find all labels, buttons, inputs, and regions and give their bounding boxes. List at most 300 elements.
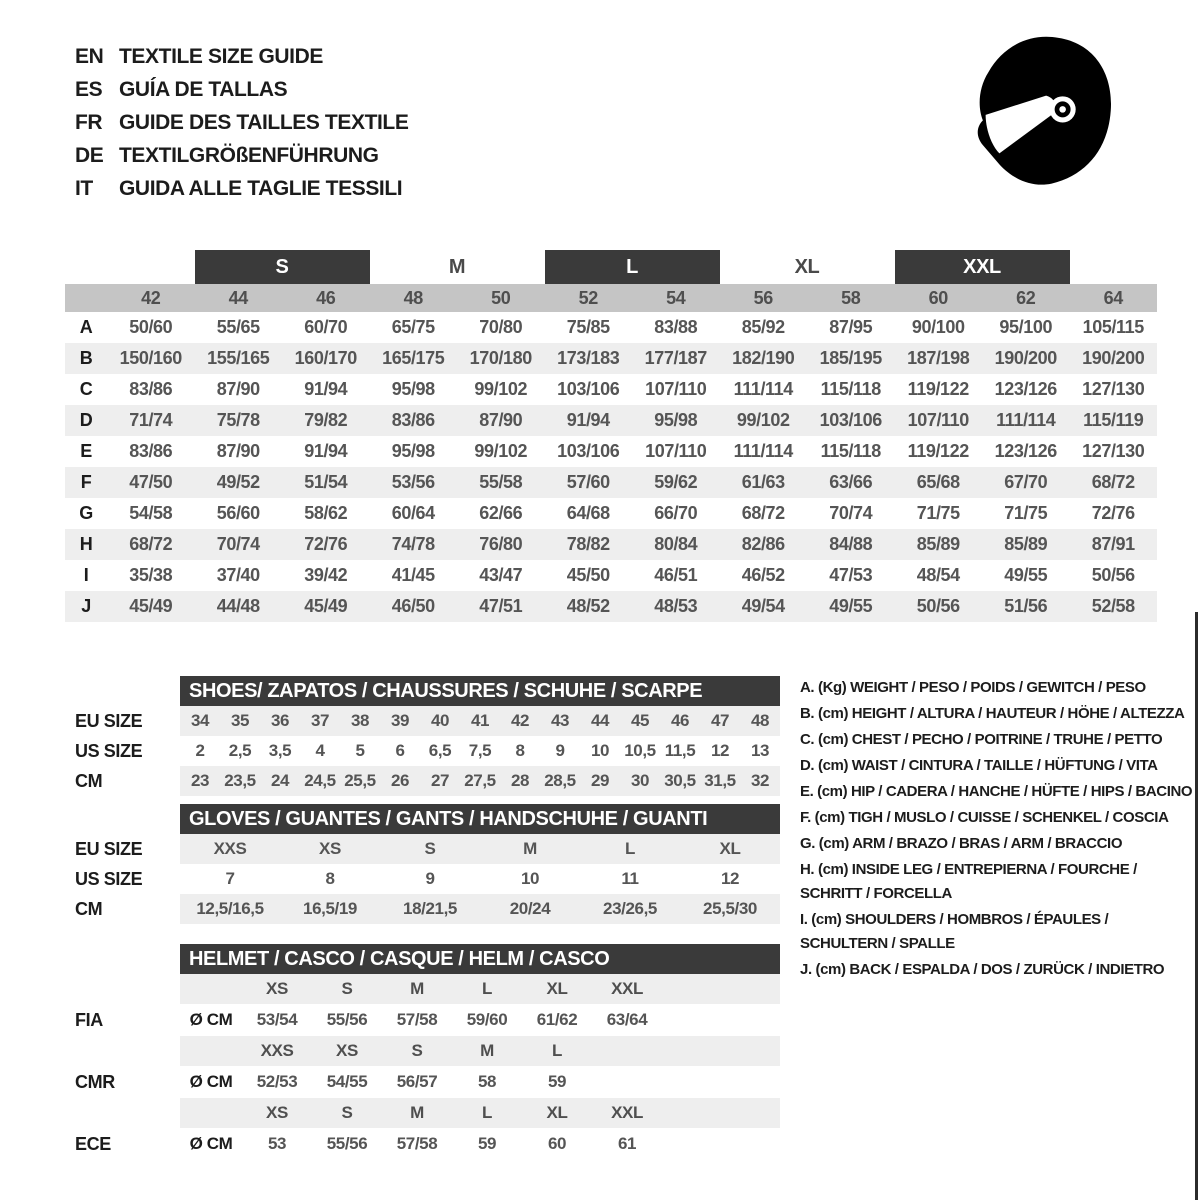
table-cell: 160/170: [294, 348, 357, 368]
gloves-cell: 11: [621, 869, 639, 888]
table-cell: 150/160: [119, 348, 182, 368]
helmet-value-cell: 57/58: [396, 1134, 438, 1153]
table-cell: 72/76: [304, 534, 348, 554]
legend-item: I. (cm) SHOULDERS / HOMBROS / ÉPAULES / SCHULTERN / SPALLE: [800, 911, 1109, 952]
gloves-cell: 23/26,5: [603, 899, 657, 918]
table-cell: 95/98: [391, 379, 435, 399]
helmet-value-cells: [180, 1128, 780, 1160]
helmet-icon: [965, 26, 1130, 201]
shoes-cell: 41: [470, 711, 490, 730]
table-cell: 44/48: [216, 596, 260, 616]
helmet-size-label: XS: [266, 979, 288, 998]
table-cell: 107/110: [907, 410, 969, 430]
table-cell: 87/90: [216, 441, 260, 461]
table-cell: 71/75: [1004, 503, 1048, 523]
shoes-row: [65, 766, 780, 796]
gloves-row-label: US SIZE: [75, 868, 143, 889]
shoes-cell: 5: [355, 741, 365, 760]
lower-tables: [65, 676, 780, 1160]
gloves-row: [65, 894, 780, 924]
shoes-cell: 32: [750, 771, 770, 790]
table-cell: 95/98: [391, 441, 435, 461]
helmet-size-cells: [180, 1098, 780, 1128]
helmet-value-cell: 55/56: [326, 1134, 368, 1153]
table-cell: 43/47: [479, 565, 523, 585]
table-row-f: [65, 467, 1157, 498]
helmet-size-row: [65, 974, 780, 1004]
table-cell: 190/200: [994, 348, 1057, 368]
table-cell: 123/126: [994, 441, 1057, 461]
helmet-filler: [662, 1036, 780, 1066]
legend-item: B. (cm) HEIGHT / ALTURA / HAUTEUR / HÖHE / ALTEZZA: [800, 705, 1185, 722]
table-cell: 68/72: [129, 534, 173, 554]
helmet-size-label: XL: [546, 1103, 568, 1122]
helmet-size-row-spacer: [65, 1036, 180, 1066]
helmet-unit-label: Ø CM: [189, 1010, 233, 1029]
helmet-size-label: XXL: [611, 979, 643, 998]
shoes-cell: 27: [430, 771, 450, 790]
gloves-cell: 18/21,5: [403, 899, 457, 918]
table-cell: 46/51: [654, 565, 698, 585]
table-cell: 107/110: [645, 379, 707, 399]
table-cell: 83/86: [129, 379, 173, 399]
helmet-size-row: [65, 1098, 780, 1128]
shoes-cell: 27,5: [464, 771, 496, 790]
shoes-cell: 43: [550, 711, 570, 730]
row-label: C: [79, 379, 93, 399]
shoes-cell: 24: [270, 771, 290, 790]
numeric-size: 58: [841, 287, 861, 308]
numeric-size: 62: [1016, 287, 1036, 308]
table-cell: 78/82: [566, 534, 610, 554]
helmet-size-label: M: [480, 1041, 494, 1060]
shoes-cell: 28,5: [544, 771, 576, 790]
gloves-cell: L: [625, 839, 635, 858]
table-cell: 99/102: [474, 379, 528, 399]
language-title: TEXTILGRÖßENFÜHRUNG: [119, 143, 379, 167]
gloves-cells: [180, 864, 780, 894]
numeric-size: 64: [1103, 287, 1123, 308]
helmet-value-cell: 59/60: [466, 1010, 508, 1029]
shoes-cells: [180, 736, 780, 766]
shoes-cell: 11,5: [664, 741, 696, 760]
table-cell: 39/42: [304, 565, 348, 585]
helmet-size-row: [65, 1036, 780, 1066]
numeric-size: 50: [491, 287, 511, 308]
shoes-cell: 35: [230, 711, 250, 730]
helmet-size-row-spacer: [65, 974, 180, 1004]
table-cell: 91/94: [304, 441, 348, 461]
shoes-cell: 9: [555, 741, 565, 760]
table-cell: 49/55: [1004, 565, 1048, 585]
table-cell: 165/175: [382, 348, 445, 368]
table-cell: 111/114: [733, 441, 793, 461]
numeric-size: 54: [666, 287, 686, 308]
helmet-value-cell: 53: [267, 1134, 287, 1153]
table-cell: 85/89: [916, 534, 960, 554]
table-cell: 177/187: [644, 348, 707, 368]
gloves-cell: XL: [719, 839, 741, 858]
table-cell: 90/100: [911, 317, 965, 337]
table-cell: 185/195: [819, 348, 882, 368]
helmet-size-label: XXL: [611, 1103, 643, 1122]
numeric-size: 52: [578, 287, 598, 308]
table-cell: 65/68: [916, 472, 960, 492]
shoes-cell: 13: [750, 741, 770, 760]
shoes-cell: 4: [315, 741, 325, 760]
numeric-size-header: [65, 284, 1157, 312]
table-cell: 45/50: [566, 565, 610, 585]
row-label: H: [79, 534, 93, 554]
table-row-j: [65, 591, 1157, 622]
helmet-value-cell: 61/62: [536, 1010, 578, 1029]
table-cell: 56/60: [216, 503, 260, 523]
helmet-unit-label: Ø CM: [189, 1134, 233, 1153]
shoes-cell: 10: [590, 741, 610, 760]
helmet-size-label: S: [411, 1041, 423, 1060]
table-cell: 87/95: [829, 317, 873, 337]
table-row-g: [65, 498, 1157, 529]
table-cell: 75/78: [216, 410, 260, 430]
table-cell: 80/84: [654, 534, 698, 554]
gloves-cell: 9: [425, 869, 435, 888]
language-code: EN: [75, 44, 104, 68]
row-label: D: [79, 410, 93, 430]
table-cell: 103/106: [557, 441, 620, 461]
gloves-row: [65, 864, 780, 894]
shoes-cells: [180, 706, 780, 736]
helmet-value-cell: 61: [617, 1134, 637, 1153]
shoes-table: [65, 706, 780, 796]
table-cell: 99/102: [736, 410, 790, 430]
table-cell: 87/90: [216, 379, 260, 399]
table-cell: 173/183: [557, 348, 620, 368]
helmet-filler: [662, 974, 780, 1004]
helmet-size-cells: [180, 1036, 780, 1066]
table-cell: 52/58: [1091, 596, 1135, 616]
table-cell: 37/40: [216, 565, 260, 585]
helmet-value-cell: 54/55: [326, 1072, 368, 1091]
table-cell: 91/94: [566, 410, 610, 430]
shoes-row: [65, 736, 780, 766]
table-cell: 83/86: [129, 441, 173, 461]
table-cell: 61/63: [741, 472, 785, 492]
helmet-table-title: HELMET / CASCO / CASQUE / HELM / CASCO: [180, 944, 780, 974]
table-cell: 95/100: [999, 317, 1053, 337]
helmet-value-cells: [180, 1004, 780, 1036]
table-row-d: [65, 405, 1157, 436]
gloves-cell: XS: [319, 839, 341, 858]
language-row: [75, 73, 408, 106]
shoes-row: [65, 706, 780, 736]
table-cell: 47/51: [479, 596, 523, 616]
table-cell: 187/198: [907, 348, 970, 368]
table-row-c: [65, 374, 1157, 405]
helmet-filler: [662, 1098, 780, 1128]
table-cell: 105/115: [1082, 317, 1144, 337]
table-cell: 71/74: [129, 410, 173, 430]
shoes-cell: 24,5: [304, 771, 336, 790]
size-group-xxl: XXL: [895, 250, 1070, 284]
table-cell: 57/60: [566, 472, 610, 492]
shoes-cell: 8: [515, 741, 525, 760]
shoes-cell: 28: [510, 771, 530, 790]
gloves-table-title: GLOVES / GUANTES / GANTS / HANDSCHUHE / GUANTI: [180, 804, 780, 834]
helmet-size-label: [592, 1036, 662, 1066]
table-cell: 75/85: [566, 317, 610, 337]
language-code: IT: [75, 176, 93, 200]
shoes-cell: 31,5: [704, 771, 736, 790]
table-cell: 68/72: [741, 503, 785, 523]
row-label: G: [79, 503, 93, 523]
table-cell: 70/74: [216, 534, 260, 554]
helmet-size-label: L: [482, 1103, 492, 1122]
helmet-unit-spacer: [180, 974, 242, 1004]
language-row: [75, 40, 408, 73]
helmet-value-row-ece: [65, 1128, 780, 1160]
table-row-a: [65, 312, 1157, 343]
table-cell: 46/50: [391, 596, 435, 616]
shoes-cell: 7,5: [468, 741, 492, 760]
table-cell: 55/58: [479, 472, 523, 492]
table-cell: 41/45: [391, 565, 435, 585]
helmet-size-label: S: [341, 979, 353, 998]
table-cell: 87/90: [479, 410, 523, 430]
table-cell: 111/114: [996, 410, 1056, 430]
table-cell: 182/190: [732, 348, 795, 368]
shoes-cell: 10,5: [624, 741, 656, 760]
table-cell: 115/118: [820, 379, 881, 399]
table-cell: 66/70: [654, 503, 698, 523]
table-cell: 47/50: [129, 472, 173, 492]
numeric-size: 56: [753, 287, 773, 308]
row-label: E: [80, 441, 92, 461]
language-row: [75, 172, 408, 205]
shoes-cell: 38: [350, 711, 370, 730]
language-title: TEXTILE SIZE GUIDE: [119, 44, 323, 68]
legend-item: H. (cm) INSIDE LEG / ENTREPIERNA / FOURCHE / SCHRITT / FORCELLA: [800, 861, 1137, 902]
helmet-table: [65, 974, 780, 1160]
table-cell: 87/91: [1091, 534, 1135, 554]
table-row-e: [65, 436, 1157, 467]
table-cell: 60/64: [391, 503, 435, 523]
table-cell: 127/130: [1082, 379, 1145, 399]
table-cell: 54/58: [129, 503, 173, 523]
table-cell: 64/68: [566, 503, 610, 523]
page-edge-line: [1195, 612, 1198, 1200]
table-cell: 48/52: [566, 596, 610, 616]
language-code: DE: [75, 143, 104, 167]
size-group-l: L: [545, 250, 720, 284]
shoes-cell: 40: [430, 711, 450, 730]
table-cell: 35/38: [129, 565, 173, 585]
shoes-cell: 48: [750, 711, 770, 730]
shoes-cell: 45: [630, 711, 650, 730]
helmet-value-cell: 55/56: [326, 1010, 368, 1029]
numeric-header-spacer: [65, 284, 107, 312]
table-cell: 71/75: [916, 503, 960, 523]
gloves-table: [65, 834, 780, 924]
table-cell: 55/65: [216, 317, 260, 337]
size-group-header: [65, 250, 1157, 284]
legend-item: C. (cm) CHEST / PECHO / POITRINE / TRUHE / PETTO: [800, 731, 1163, 748]
shoes-cell: 39: [390, 711, 410, 730]
table-cell: 190/200: [1082, 348, 1145, 368]
table-cell: 63/66: [829, 472, 873, 492]
shoes-table-title: SHOES/ ZAPATOS / CHAUSSURES / SCHUHE / SCARPE: [180, 676, 780, 706]
legend-item: G. (cm) ARM / BRAZO / BRAS / ARM / BRACCIO: [800, 835, 1123, 852]
size-group-xl: XL: [794, 255, 820, 278]
table-cell: 58/62: [304, 503, 348, 523]
shoes-cell: 3,5: [268, 741, 292, 760]
shoes-cell: 44: [590, 711, 610, 730]
shoes-cell: 6: [395, 741, 405, 760]
helmet-value-cell: 57/58: [396, 1010, 438, 1029]
table-cell: 84/88: [829, 534, 873, 554]
helmet-value-row-fia: [65, 1004, 780, 1036]
gloves-row-label: CM: [75, 898, 103, 919]
size-group-m: M: [448, 255, 466, 278]
gloves-cell: 10: [520, 869, 540, 888]
language-row: [75, 139, 408, 172]
table-cell: 83/88: [654, 317, 698, 337]
table-cell: 115/118: [820, 441, 881, 461]
helmet-value-cell: 59: [477, 1134, 497, 1153]
main-size-table: [65, 250, 1157, 622]
table-cell: 48/53: [654, 596, 698, 616]
shoes-cell: 2,5: [228, 741, 252, 760]
table-cell: 115/119: [1083, 410, 1144, 430]
table-cell: 51/54: [304, 472, 348, 492]
shoes-cell: 23: [190, 771, 210, 790]
helmet-filler: [662, 1128, 780, 1160]
table-cell: 83/86: [391, 410, 435, 430]
helmet-unit-spacer: [180, 1098, 242, 1128]
gloves-cell: 7: [225, 869, 235, 888]
row-label: J: [81, 596, 91, 616]
helmet-standard-label: ECE: [75, 1133, 111, 1154]
table-cell: 53/56: [391, 472, 435, 492]
helmet-filler: [662, 1066, 780, 1098]
table-cell: 74/78: [391, 534, 435, 554]
table-cell: 70/74: [829, 503, 873, 523]
table-cell: 48/54: [916, 565, 960, 585]
helmet-size-label: XS: [266, 1103, 288, 1122]
shoes-cell: 47: [710, 711, 730, 730]
helmet-value-cell: 53/54: [256, 1010, 298, 1029]
helmet-size-label: XS: [336, 1041, 358, 1060]
row-label: I: [83, 565, 89, 585]
helmet-size-label: S: [341, 1103, 353, 1122]
legend-item: D. (cm) WAIST / CINTURA / TAILLE / HÜFTUNG / VITA: [800, 757, 1158, 774]
helmet-unit-spacer: [180, 1036, 242, 1066]
helmet-value-cell: 56/57: [396, 1072, 438, 1091]
language-list: [75, 40, 408, 205]
row-label: F: [80, 472, 92, 492]
table-cell: 103/106: [819, 410, 882, 430]
shoes-cell: 12: [710, 741, 730, 760]
table-cell: 79/82: [304, 410, 348, 430]
table-cell: 45/49: [304, 596, 348, 616]
helmet-unit-label: Ø CM: [189, 1072, 233, 1091]
legend-item: F. (cm) TIGH / MUSLO / CUISSE / SCHENKEL / COSCIA: [800, 809, 1169, 826]
numeric-size: 44: [228, 287, 248, 308]
size-table-body: [65, 312, 1157, 622]
helmet-value-row-cmr: [65, 1066, 780, 1098]
shoes-cell: 46: [670, 711, 690, 730]
legend-item: E. (cm) HIP / CADERA / HANCHE / HÜFTE / HIPS / BACINO: [800, 783, 1193, 800]
table-cell: 91/94: [304, 379, 348, 399]
table-cell: 46/52: [741, 565, 785, 585]
helmet-size-cells: [180, 974, 780, 1004]
helmet-value-cell: [592, 1066, 662, 1098]
table-cell: 50/56: [916, 596, 960, 616]
gloves-cell: 16,5/19: [303, 899, 357, 918]
helmet-size-label: L: [552, 1041, 562, 1060]
shoes-cell: 34: [190, 711, 210, 730]
table-cell: 45/49: [129, 596, 173, 616]
table-cell: 111/114: [733, 379, 793, 399]
table-cell: 59/62: [654, 472, 698, 492]
numeric-size: 48: [403, 287, 423, 308]
table-cell: 155/165: [207, 348, 270, 368]
table-cell: 60/70: [304, 317, 348, 337]
helmet-value-cell: 52/53: [256, 1072, 298, 1091]
gloves-cell: S: [424, 839, 436, 858]
table-cell: 68/72: [1091, 472, 1135, 492]
language-title: GUÍA DE TALLAS: [119, 77, 288, 101]
numeric-size: 60: [928, 287, 948, 308]
table-cell: 49/54: [741, 596, 785, 616]
table-cell: 62/66: [479, 503, 523, 523]
gloves-cell: 20/24: [509, 899, 551, 918]
shoes-cell: 42: [510, 711, 530, 730]
helmet-standard-label: FIA: [75, 1009, 103, 1030]
table-cell: 95/98: [654, 410, 698, 430]
helmet-standard-label: CMR: [75, 1071, 115, 1092]
language-title: GUIDA ALLE TAGLIE TESSILI: [119, 176, 403, 200]
helmet-filler: [662, 1004, 780, 1036]
gloves-cell: 12: [720, 869, 740, 888]
shoes-cell: 30,5: [664, 771, 696, 790]
table-cell: 76/80: [479, 534, 523, 554]
shoes-cell: 29: [590, 771, 610, 790]
table-cell: 170/180: [469, 348, 532, 368]
table-cell: 123/126: [994, 379, 1057, 399]
row-label: B: [79, 348, 93, 368]
numeric-size: 46: [316, 287, 336, 308]
gloves-row-label: EU SIZE: [75, 838, 143, 859]
helmet-value-cell: 60: [547, 1134, 567, 1153]
shoes-row-label: CM: [75, 770, 103, 791]
table-cell: 99/102: [474, 441, 528, 461]
table-cell: 72/76: [1091, 503, 1135, 523]
shoes-row-label: US SIZE: [75, 740, 143, 761]
table-row-h: [65, 529, 1157, 560]
table-cell: 51/56: [1004, 596, 1048, 616]
table-cell: 127/130: [1082, 441, 1145, 461]
gloves-cell: XXS: [213, 839, 247, 858]
helmet-size-label: L: [482, 979, 492, 998]
table-row-b: [65, 343, 1157, 374]
helmet-size-row-spacer: [65, 1098, 180, 1128]
shoes-cell: 37: [310, 711, 330, 730]
language-title: GUIDE DES TAILLES TEXTILE: [119, 110, 409, 134]
table-cell: 107/110: [645, 441, 707, 461]
table-cell: 50/56: [1091, 565, 1135, 585]
table-cell: 85/89: [1004, 534, 1048, 554]
table-cell: 67/70: [1004, 472, 1048, 492]
